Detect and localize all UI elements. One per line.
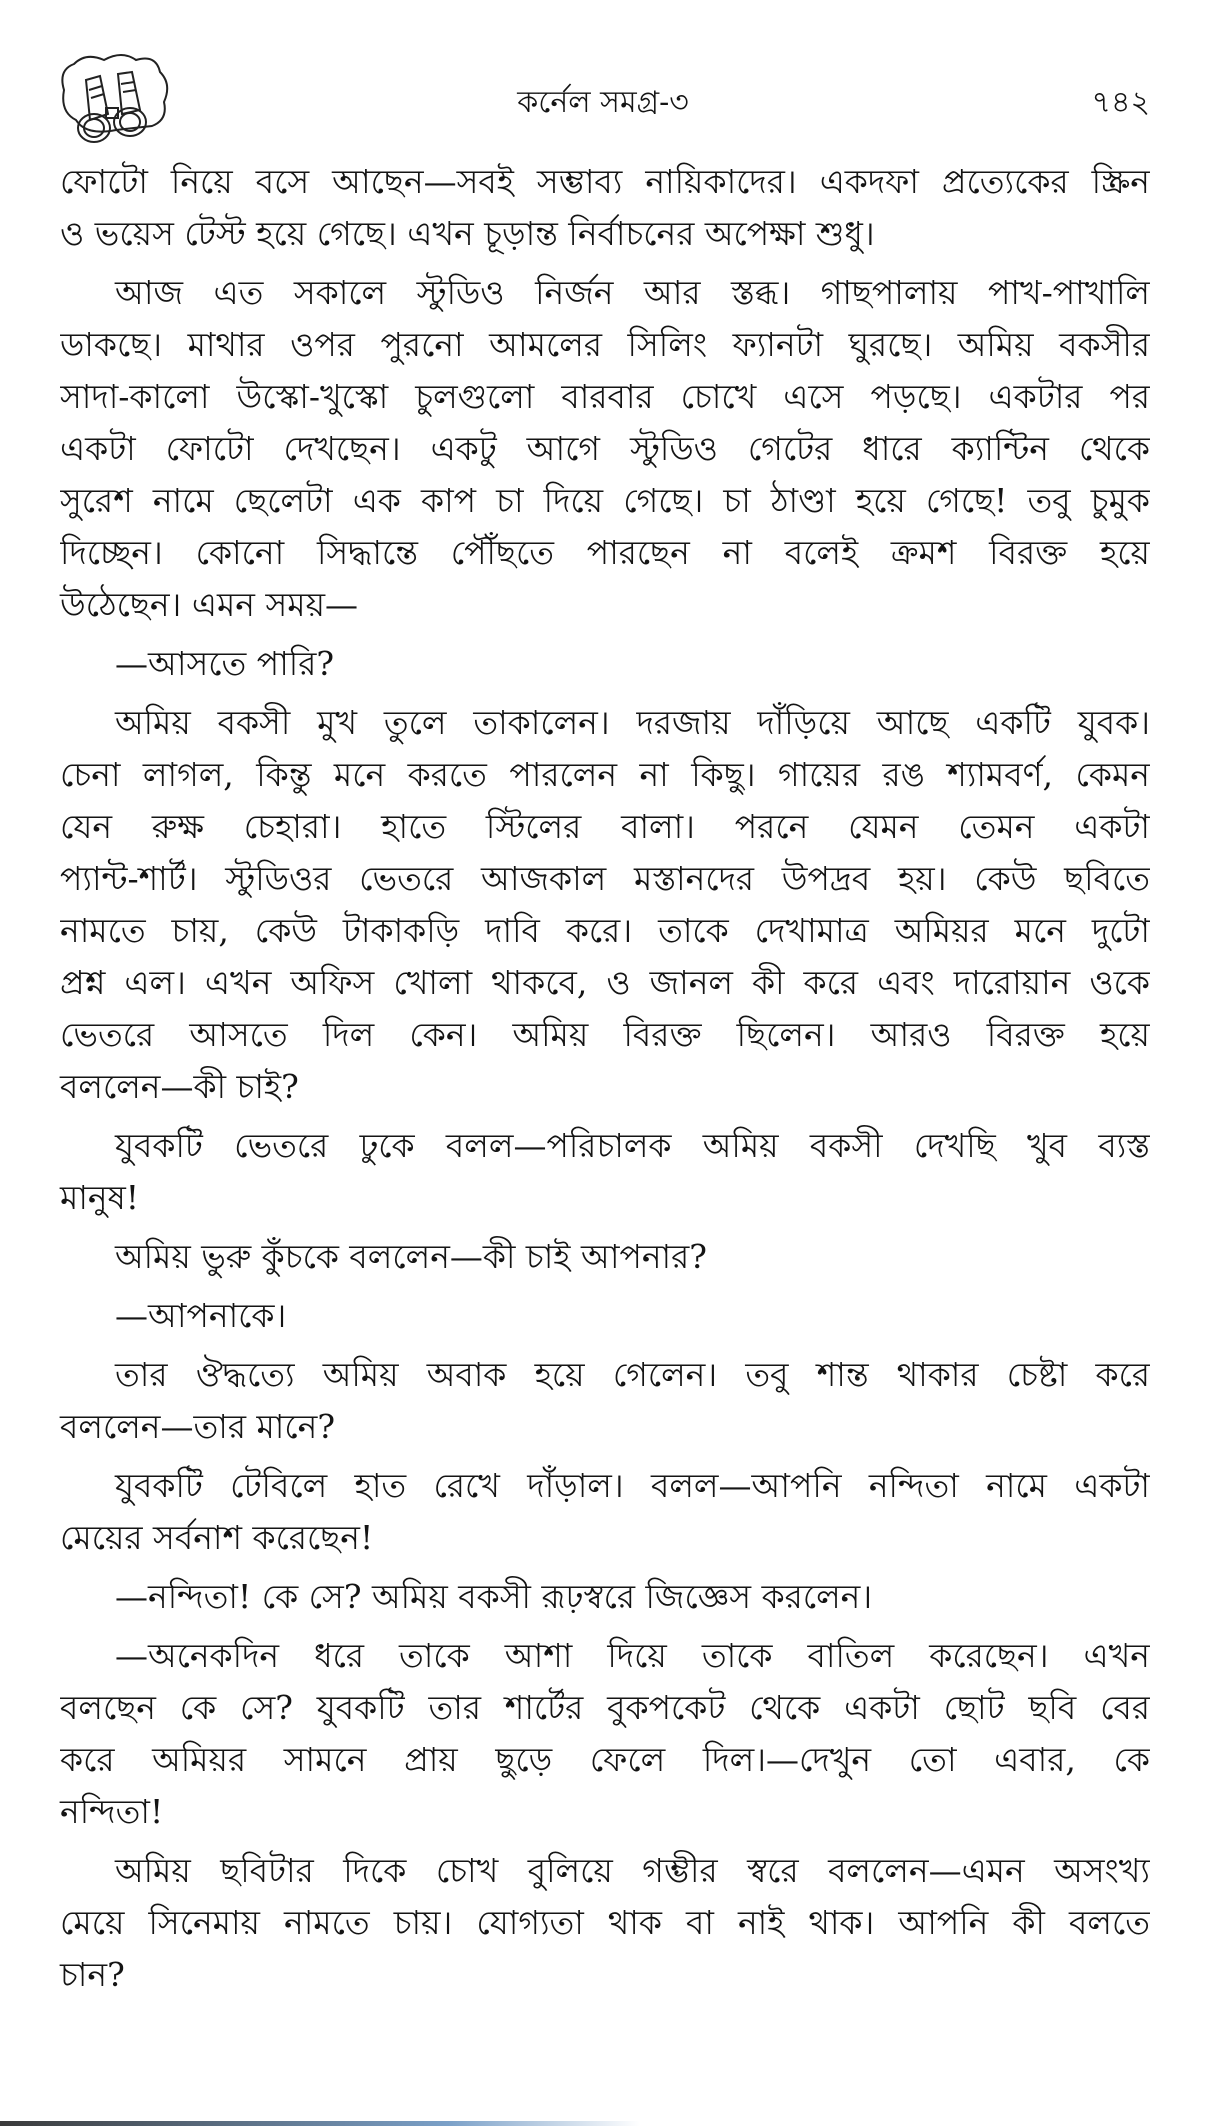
text-line: করে অমিয়র সামনে প্রায় ছুড়ে ফেলে দিল।—দেখুন তো এবার, কে xyxy=(60,1740,1150,1779)
text-line: যুবকটি টেবিলে হাত রেখে দাঁড়াল। বলল—আপনি নন্দিতা নামে একটা xyxy=(115,1466,1150,1505)
text-line: উঠেছেন। এমন সময়— xyxy=(60,585,359,624)
text-line: আজ এত সকালে স্টুডিও নির্জন আর স্তব্ধ। গাছপালায় পাখ-পাখালি xyxy=(115,273,1150,312)
paragraph xyxy=(60,267,1150,631)
text-line: —অনেকদিন ধরে তাকে আশা দিয়ে তাকে বাতিল করেছেন। এখন xyxy=(115,1636,1150,1675)
paragraph xyxy=(60,638,1150,690)
text-line: চান? xyxy=(60,1955,125,1994)
text-line: বলছেন কে সে? যুবকটি তার শার্টের বুকপকেট থেকে একটা ছোট ছবি বের xyxy=(60,1688,1150,1727)
text-line: ডাকছে। মাথার ওপর পুরনো আমলের সিলিং ফ্যানটা ঘুরছে। অমিয় বকসীর xyxy=(60,325,1150,364)
text-line: —আসতে পারি? xyxy=(115,644,335,683)
text-line: নামতে চায়, কেউ টাকাকড়ি দাবি করে। তাকে দেখামাত্র অমিয়র মনে দুটো xyxy=(60,911,1150,950)
text-line: চেনা লাগল, কিন্তু মনে করতে পারলেন না কিছু। গায়ের রঙ শ্যামবর্ণ, কেমন xyxy=(60,755,1150,794)
running-header-title xyxy=(0,78,1214,129)
text-line: মেয়ে সিনেমায় নামতে চায়। যোগ্যতা থাক বা নাই থাক। আপনি কী বলতে xyxy=(60,1903,1150,1942)
paragraph xyxy=(60,1290,1150,1342)
paragraph xyxy=(60,1571,1150,1623)
paragraph xyxy=(60,1349,1150,1453)
paragraph xyxy=(60,697,1150,1113)
text-line: অমিয় বকসী মুখ তুলে তাকালেন। দরজায় দাঁড়িয়ে আছে একটি যুবক। xyxy=(115,703,1150,742)
text-line: তার ঔদ্ধত্যে অমিয় অবাক হয়ে গেলেন। তবু শান্ত থাকার চেষ্টা করে xyxy=(115,1355,1150,1394)
page-number: ৭৪২ xyxy=(1091,85,1150,120)
paragraph xyxy=(60,156,1150,260)
scan-edge xyxy=(0,2121,640,2126)
text-line: একটা ফোটো দেখছেন। একটু আগে স্টুডিও গেটের ধারে ক্যান্টিন থেকে xyxy=(60,429,1150,468)
text-line: ও ভয়েস টেস্ট হয়ে গেছে। এখন চূড়ান্ত নির্বাচনের অপেক্ষা শুধু। xyxy=(60,214,875,253)
text-line: —আপনাকে। xyxy=(115,1296,287,1335)
paragraph xyxy=(60,1630,1150,1838)
text-line: সাদা-কালো উস্কো-খুস্কো চুলগুলো বারবার চোখে এসে পড়ছে। একটার পর xyxy=(60,377,1150,416)
book-title: কর্নেল সমগ্র-৩ xyxy=(517,85,689,120)
paragraph xyxy=(60,1231,1150,1283)
text-line: অমিয় ছবিটার দিকে চোখ বুলিয়ে গম্ভীর স্বরে বললেন—এমন অসংখ্য xyxy=(115,1851,1150,1890)
text-line: মানুষ! xyxy=(60,1178,140,1217)
text-line: ভেতরে আসতে দিল কেন। অমিয় বিরক্ত ছিলেন। আরও বিরক্ত হয়ে xyxy=(60,1015,1150,1054)
text-line: বললেন—তার মানে? xyxy=(60,1407,336,1446)
text-line: দিচ্ছেন। কোনো সিদ্ধান্তে পৌঁছতে পারছেন না বলেই ক্রমশ বিরক্ত হয়ে xyxy=(60,533,1150,572)
text-line: —নন্দিতা! কে সে? অমিয় বকসী রূঢ়স্বরে জিজ্ঞেস করলেন। xyxy=(115,1577,873,1616)
paragraph xyxy=(60,1460,1150,1564)
text-line: সুরেশ নামে ছেলেটা এক কাপ চা দিয়ে গেছে। চা ঠাণ্ডা হয়ে গেছে! তবু চুমুক xyxy=(60,481,1150,520)
text-line: মেয়ের সর্বনাশ করেছেন! xyxy=(60,1518,374,1557)
text-line: প্রশ্ন এল। এখন অফিস খোলা থাকবে, ও জানল কী করে এবং দারোয়ান ওকে xyxy=(60,963,1150,1002)
text-line: যুবকটি ভেতরে ঢুকে বলল—পরিচালক অমিয় বকসী দেখছি খুব ব্যস্ত xyxy=(115,1126,1150,1165)
text-line: অমিয় ভুরু কুঁচকে বললেন—কী চাই আপনার? xyxy=(115,1237,707,1276)
text-line: প্যান্ট-শার্ট। স্টুডিওর ভেতরে আজকাল মস্তানদের উপদ্রব হয়। কেউ ছবিতে xyxy=(60,859,1150,898)
body-text xyxy=(60,156,1150,2001)
text-line: যেন রুক্ষ চেহারা। হাতে স্টিলের বালা। পরনে যেমন তেমন একটা xyxy=(60,807,1150,846)
text-line: ফোটো নিয়ে বসে আছেন—সবই সম্ভাব্য নায়িকাদের। একদফা প্রত্যেকের স্ক্রিন xyxy=(60,162,1150,201)
text-line: বললেন—কী চাই? xyxy=(60,1067,299,1106)
text-line: নন্দিতা! xyxy=(60,1792,164,1831)
paragraph xyxy=(60,1845,1150,2001)
paragraph xyxy=(60,1120,1150,1224)
